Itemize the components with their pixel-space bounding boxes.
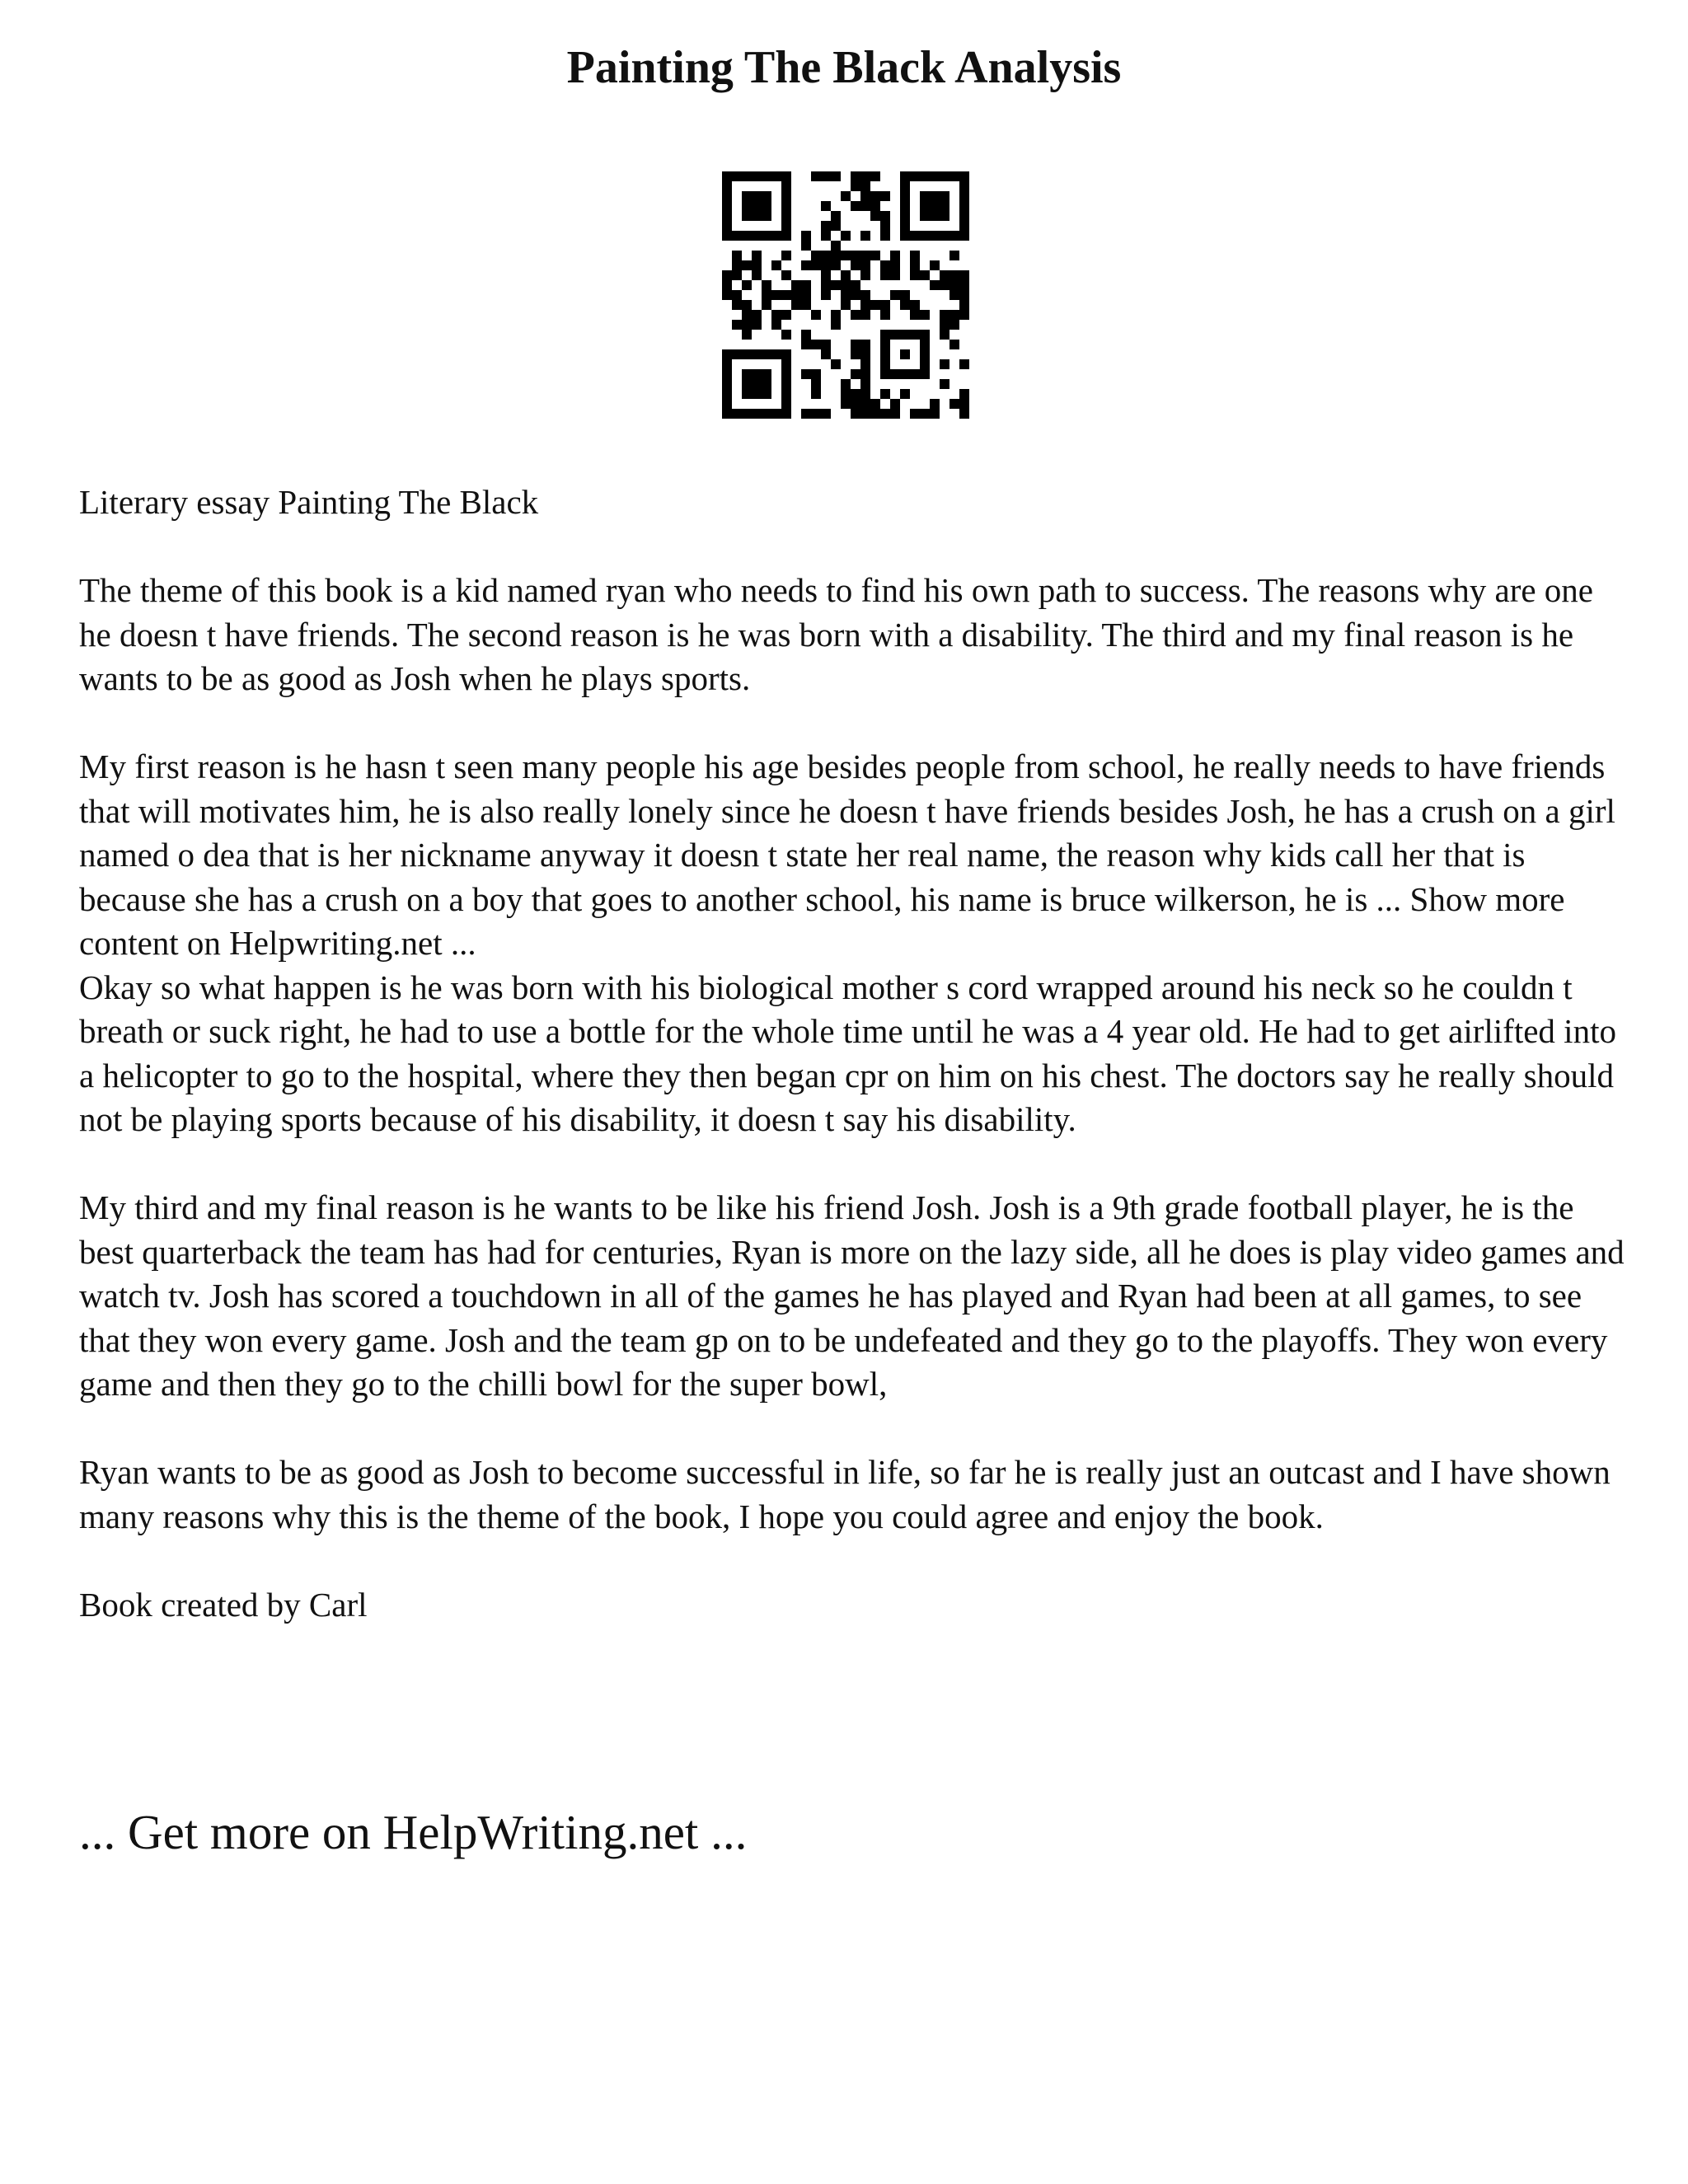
page-title: Painting The Black Analysis bbox=[566, 42, 1122, 93]
paragraph-third-reason: My third and my final reason is he wants to be like his friend Josh. Josh is a 9th grade football player, he is the best quarterback the team has had for centuries, Ryan is more on the lazy side, all he does is play video games and watch tv. Josh has scored a touchdown in all of the games he has played and Ryan had been at all games, to see that they won every game. Josh and the team gp on to be undefeated and they go to the playoffs. They won every game and then they go to the chilli bowl for the super bowl, bbox=[79, 1188, 1625, 1403]
paragraph-second-reason: Okay so what happen is he was born with his biological mother s cord wrapped around his neck so he couldn t breath or suck right, he had to use a bottle for the whole time until he was a 4 year old. He had to get airlifted into a helicopter to go to the hospital, where they then began cpr on him on his chest. The doctors say he really should not be playing sports because of his disability, it doesn t say his disability. bbox=[79, 968, 1616, 1138]
paragraph-conclusion: Ryan wants to be as good as Josh to become successful in life, so far he is really just an outcast and I have shown many reasons why this is the theme of the book, I hope you could agree and enjoy the book. bbox=[79, 1453, 1611, 1535]
essay-body bbox=[79, 480, 1629, 1627]
paragraph-theme: The theme of this book is a kid named ryan who needs to find his own path to success. The reasons why are one he doesn t have friends. The second reason is he was born with a disability. The third and my final reason is he wants to be as good as Josh when he plays sports. bbox=[79, 571, 1593, 697]
qr-code-icon bbox=[722, 171, 969, 419]
essay-heading: Literary essay Painting The Black bbox=[79, 483, 539, 521]
author-credit: Book created by Carl bbox=[79, 1585, 368, 1624]
get-more-link[interactable]: ... Get more on HelpWriting.net ... bbox=[79, 1805, 748, 1859]
paragraph-first-reason: My first reason is he hasn t seen many people his age besides people from school, he really needs to have friends that will motivates him, he is also really lonely since he doesn t have friends besides Josh, he has a crush on a girl named o dea that is her nickname anyway it doesn t state her real name, the reason why kids call her that is because she has a crush on a boy that goes to another school, his name is bruce wilkerson, he is ... Show more content on Helpwriting.net ... bbox=[79, 748, 1615, 962]
